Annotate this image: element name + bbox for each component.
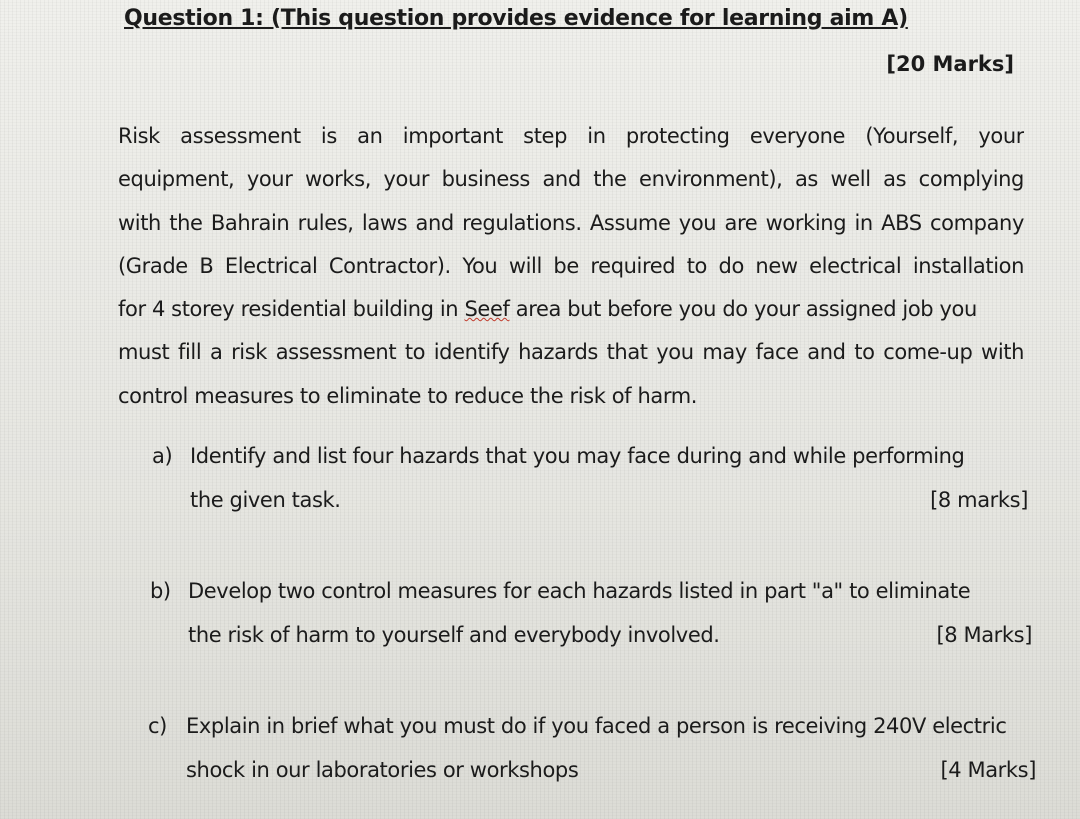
question-c-line-1: Explain in brief what you must do if you faced a person is receiving 240V electric — [186, 714, 1007, 738]
intro-line-7: control measures to eliminate to reduce the risk of harm. — [118, 383, 698, 408]
question-b — [150, 569, 1032, 657]
question-c-marks: [4 Marks] — [940, 758, 1036, 782]
question-b-line-1: Develop two control measures for each hazards listed in part "a" to eliminate — [188, 579, 971, 603]
question-title: Question 1: (This question provides evidence for learning aim A) — [124, 6, 908, 31]
spellcheck-word: Seef — [464, 297, 510, 322]
question-a-marks: [8 marks] — [930, 488, 1028, 512]
intro-line-5 — [118, 288, 1024, 331]
question-b-label: b) — [150, 579, 171, 603]
question-c-label: c) — [148, 714, 167, 738]
total-marks: [20 Marks] — [886, 52, 1014, 76]
intro-line-6: must fill a risk assessment to identify hazards that you may face and to come-up with — [118, 340, 1024, 365]
intro-line-5-start: for 4 storey residential building in — [118, 297, 465, 322]
question-b-marks: [8 Marks] — [936, 623, 1032, 647]
intro-line-4: (Grade B Electrical Contractor). You will be required to do new electrical installation — [118, 253, 1024, 278]
intro-line-1: Risk assessment is an important step in protecting everyone (Yourself, your — [118, 124, 1024, 148]
intro-line-5-end: area but before you do your assigned job you — [509, 297, 977, 322]
intro-line-3: with the Bahrain rules, laws and regulations. Assume you are working in ABS company — [118, 210, 1024, 235]
question-c-line-2: shock in our laboratories or workshops — [186, 758, 579, 782]
question-a-label: a) — [152, 444, 173, 468]
question-a — [152, 434, 1028, 522]
intro-line-2: equipment, your works, your business and the environment), as well as complying — [118, 167, 1024, 192]
question-a-line-1: Identify and list four hazards that you may face during and while performing — [190, 444, 965, 468]
question-a-line-2: the given task. — [190, 488, 341, 512]
question-b-line-2: the risk of harm to yourself and everybody involved. — [188, 623, 720, 647]
question-c — [148, 704, 1036, 792]
intro-paragraph — [118, 115, 1024, 418]
